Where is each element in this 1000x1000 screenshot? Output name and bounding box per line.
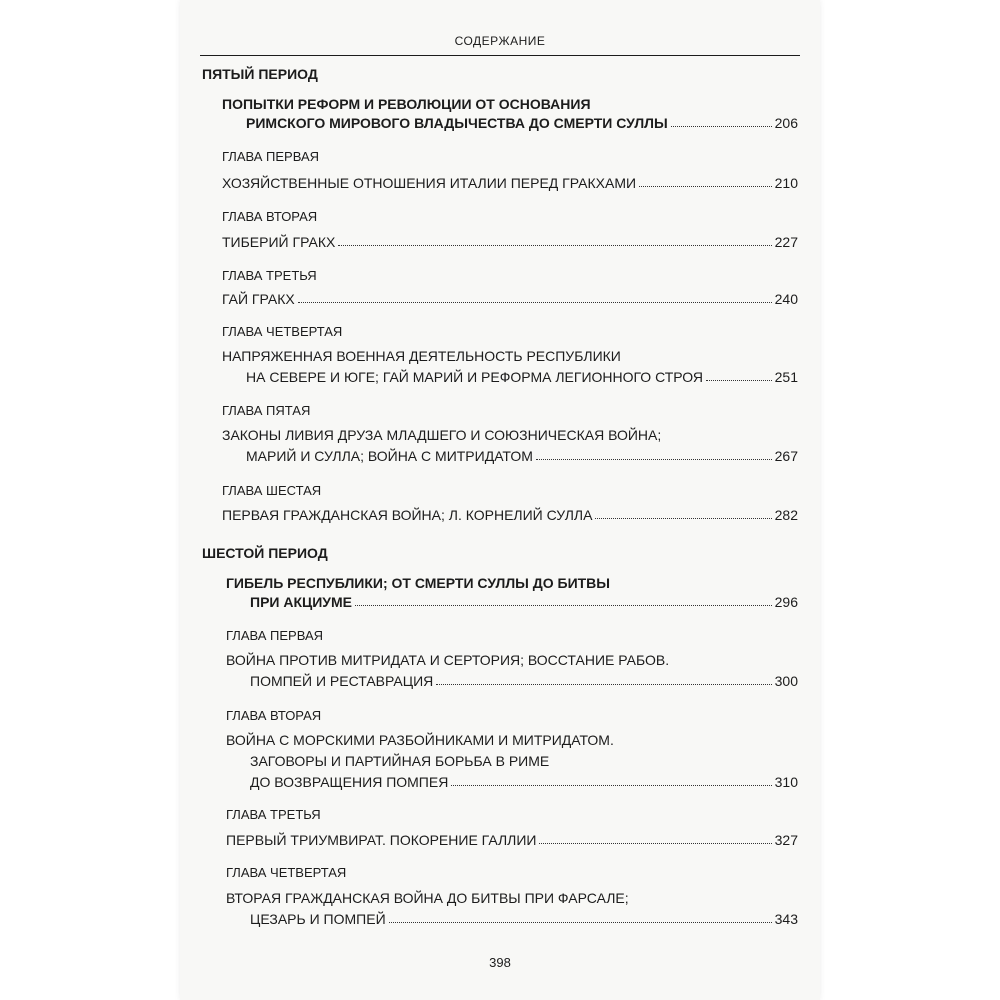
chapter-title: ЗАКОНЫ ЛИВИЯ ДРУЗА МЛАДШЕГО И СОЮЗНИЧЕСКАЯ ВОЙНА; (222, 427, 662, 443)
chapter-title: ПЕРВЫЙ ТРИУМВИРАТ. ПОКОРЕНИЕ ГАЛЛИИ (226, 832, 537, 848)
toc-entry[interactable] (226, 830, 798, 850)
toc-entry[interactable] (246, 367, 798, 387)
period-title-cont: РИМСКОГО МИРОВОГО ВЛАДЫЧЕСТВА ДО СМЕРТИ СУЛЛЫ (246, 115, 668, 131)
chapter-title: ВТОРАЯ ГРАЖДАНСКАЯ ВОЙНА ДО БИТВЫ ПРИ ФАРСАЛЕ; (226, 890, 629, 906)
chapter-label: ГЛАВА ЧЕТВЕРТАЯ (226, 865, 347, 880)
leader-dots (355, 592, 772, 606)
toc-entry[interactable] (250, 909, 798, 929)
page-ref: 282 (774, 507, 798, 523)
chapter-label: ГЛАВА ВТОРАЯ (226, 708, 322, 723)
toc-entry[interactable] (222, 505, 798, 525)
chapter-title-cont: ЦЕЗАРЬ И ПОМПЕЙ (250, 911, 386, 927)
leader-dots (706, 367, 772, 381)
page-number: 398 (489, 955, 511, 970)
toc-entry[interactable] (246, 446, 798, 466)
leader-dots (436, 671, 771, 685)
toc-entry-period5[interactable] (246, 113, 798, 133)
toc-entry[interactable] (250, 772, 798, 792)
period-heading: ПЯТЫЙ ПЕРИОД (202, 66, 318, 82)
leader-dots (338, 232, 771, 246)
chapter-title: ГАЙ ГРАКХ (222, 291, 295, 307)
leader-dots (536, 446, 772, 460)
toc-entry[interactable] (222, 289, 798, 309)
chapter-title-cont: ЗАГОВОРЫ И ПАРТИЙНАЯ БОРЬБА В РИМЕ (250, 753, 550, 769)
chapter-title: ВОЙНА ПРОТИВ МИТРИДАТА И СЕРТОРИЯ; ВОССТАНИЕ РАБОВ. (226, 652, 670, 668)
period-title: ГИБЕЛЬ РЕСПУБЛИКИ; ОТ СМЕРТИ СУЛЛЫ ДО БИТВЫ (226, 575, 610, 591)
toc-entry-period6[interactable] (250, 592, 798, 612)
running-header: СОДЕРЖАНИЕ (454, 34, 546, 48)
page-ref: 267 (774, 448, 798, 464)
chapter-label: ГЛАВА ЧЕТВЕРТАЯ (222, 324, 343, 339)
chapter-title: ТИБЕРИЙ ГРАКХ (222, 234, 336, 250)
page-ref: 227 (774, 234, 798, 250)
leader-dots (639, 173, 772, 187)
chapter-title: НАПРЯЖЕННАЯ ВОЕННАЯ ДЕЯТЕЛЬНОСТЬ РЕСПУБЛИКИ (222, 348, 621, 364)
chapter-label: ГЛАВА ТРЕТЬЯ (226, 807, 321, 822)
chapter-title: ПЕРВАЯ ГРАЖДАНСКАЯ ВОЙНА; Л. КОРНЕЛИЙ СУЛЛА (222, 507, 593, 523)
chapter-label: ГЛАВА ТРЕТЬЯ (222, 268, 317, 283)
chapter-title-cont: ДО ВОЗВРАЩЕНИЯ ПОМПЕЯ (250, 774, 449, 790)
page-ref: 310 (774, 774, 798, 790)
chapter-title-cont: ПОМПЕЙ И РЕСТАВРАЦИЯ (250, 673, 434, 689)
page-ref: 251 (774, 369, 798, 385)
page-ref: 210 (774, 175, 798, 191)
leader-dots (539, 830, 771, 844)
leader-dots (451, 772, 771, 786)
page-ref: 343 (774, 911, 798, 927)
page-ref: 300 (774, 673, 798, 689)
chapter-title-cont: НА СЕВЕРЕ И ЮГЕ; ГАЙ МАРИЙ И РЕФОРМА ЛЕГИОННОГО СТРОЯ (246, 369, 704, 385)
leader-dots (595, 505, 771, 519)
page-ref: 206 (774, 115, 798, 131)
chapter-label: ГЛАВА ПЕРВАЯ (222, 149, 320, 164)
leader-dots (389, 909, 772, 923)
chapter-title-cont: МАРИЙ И СУЛЛА; ВОЙНА С МИТРИДАТОМ (246, 448, 533, 464)
chapter-label: ГЛАВА ПЯТАЯ (222, 403, 311, 418)
toc-entry[interactable] (222, 232, 798, 252)
chapter-title: ХОЗЯЙСТВЕННЫЕ ОТНОШЕНИЯ ИТАЛИИ ПЕРЕД ГРАКХАМИ (222, 175, 637, 191)
toc-entry[interactable] (222, 173, 798, 193)
page-ref: 240 (774, 291, 798, 307)
header-rule (200, 55, 800, 56)
chapter-title: ВОЙНА С МОРСКИМИ РАЗБОЙНИКАМИ И МИТРИДАТОМ. (226, 732, 614, 748)
leader-dots (671, 113, 772, 127)
chapter-label: ГЛАВА ШЕСТАЯ (222, 483, 322, 498)
period-title-cont: ПРИ АКЦИУМЕ (250, 594, 353, 610)
toc-entry[interactable] (250, 671, 798, 691)
period-title: ПОПЫТКИ РЕФОРМ И РЕВОЛЮЦИИ ОТ ОСНОВАНИЯ (222, 96, 591, 112)
leader-dots (298, 289, 772, 303)
chapter-label: ГЛАВА ПЕРВАЯ (226, 628, 324, 643)
page-ref: 327 (774, 832, 798, 848)
page-ref: 296 (774, 594, 798, 610)
chapter-label: ГЛАВА ВТОРАЯ (222, 209, 318, 224)
period-heading: ШЕСТОЙ ПЕРИОД (202, 545, 328, 561)
